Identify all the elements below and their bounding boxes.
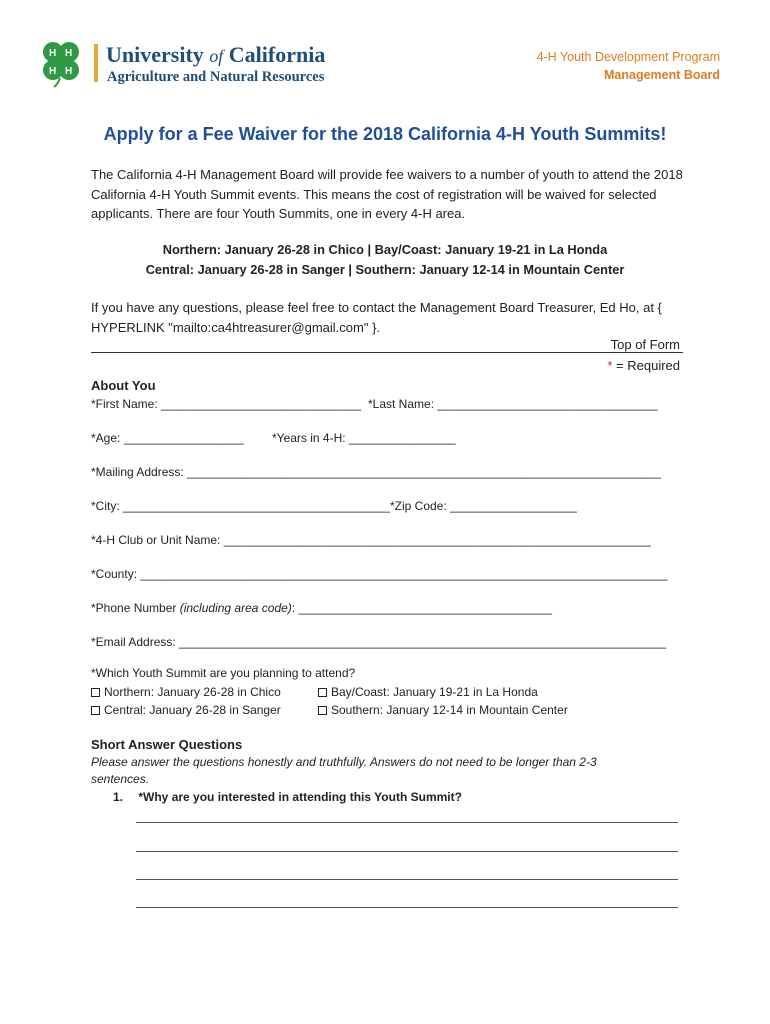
svg-text:H: H [49,48,57,59]
program-line: 4-H Youth Development Program [536,50,720,64]
svg-text:H: H [65,48,73,59]
answer-line-4[interactable] [136,907,678,908]
board-line: Management Board [604,68,720,82]
dates-line-1: Northern: January 26-28 in Chico | Bay/Coast: January 19-21 in La Honda [162,242,608,257]
svg-text:H: H [65,66,73,77]
answer-line-3[interactable] [136,879,678,880]
age-field[interactable]: *Age: __________________ [91,431,244,445]
short-answer-note: Please answer the questions honestly and truthfully. Answers do not need to be longer than 2-3 sentences. [91,755,597,786]
svg-text:H: H [49,66,57,77]
zip-field[interactable]: *Zip Code: ___________________ [390,499,577,513]
contact-paragraph: If you have any questions, please feel free to contact the Management Board Treasurer, Ed Ho, at { HYPERLINK "mailto:ca4htreasurer@gmail.com" }. [91,300,662,335]
summit-question: *Which Youth Summit are you planning to attend? [91,666,356,680]
phone-blank: : ______________________________________ [291,601,553,615]
required-label: = Required [612,358,680,373]
club-field[interactable]: *4-H Club or Unit Name: ________________________________________________________________ [91,533,651,547]
phone-label: *Phone Number [91,601,180,615]
form-divider [91,352,683,353]
intro-paragraph: The California 4-H Management Board will provide fee waivers to a number of youth to attend the 2018 California 4-H Youth Summit events. This means the cost of registration will be waived for selected applicants. There are four Youth Summits, one in every 4-H area. [91,167,683,221]
summit-option-bay-coast[interactable]: Bay/Coast: January 19-21 in La Honda [318,685,538,699]
about-heading: About You [91,378,156,393]
summit-option-central[interactable]: Central: January 26-28 in Sanger [91,703,281,717]
required-star: * [607,358,613,373]
summit-option-northern[interactable]: Northern: January 26-28 in Chico [91,685,281,699]
answer-line-1[interactable] [136,822,678,823]
summit-option-southern[interactable]: Southern: January 12-14 in Mountain Center [318,703,568,717]
question-1 [113,790,462,804]
header-program [537,48,720,84]
checkbox-icon[interactable] [318,706,327,715]
uc-brand-bar [94,44,98,82]
uc-subtitle: Agriculture and Natural Resources [107,69,325,85]
email-field[interactable]: *Email Address: _________________________________________________________________________ [91,635,667,649]
question-1-number: 1. [113,790,124,804]
phone-note: (including area code) [179,601,292,615]
city-field[interactable]: *City: ________________________________________ [91,499,390,513]
county-field[interactable]: *County: _______________________________________________________________________________ [91,567,668,581]
top-of-form: Top of Form [610,337,680,352]
dates-line-2: Central: January 26-28 in Sanger | Southern: January 12-14 in Mountain Center [145,262,625,277]
required-legend [607,358,680,373]
short-answer-heading: Short Answer Questions [91,737,243,752]
first-name-field[interactable]: *First Name: ______________________________ [91,397,362,411]
years-4h-field[interactable]: *Years in 4-H: ________________ [272,431,456,445]
last-name-field[interactable]: *Last Name: _________________________________ [368,397,658,411]
checkbox-icon[interactable] [91,688,100,697]
answer-line-2[interactable] [136,851,678,852]
summit-dates [0,240,770,280]
question-1-text: *Why are you interested in attending this Youth Summit? [138,790,462,804]
mailing-address-field[interactable]: *Mailing Address: _______________________________________________________________________ [91,465,661,479]
phone-field[interactable] [91,601,552,615]
checkbox-icon[interactable] [91,706,100,715]
uc-title: University of California [106,42,326,67]
page-title: Apply for a Fee Waiver for the 2018 California 4-H Youth Summits! [103,124,667,144]
checkbox-icon[interactable] [318,688,327,697]
4h-clover-logo [36,38,86,88]
